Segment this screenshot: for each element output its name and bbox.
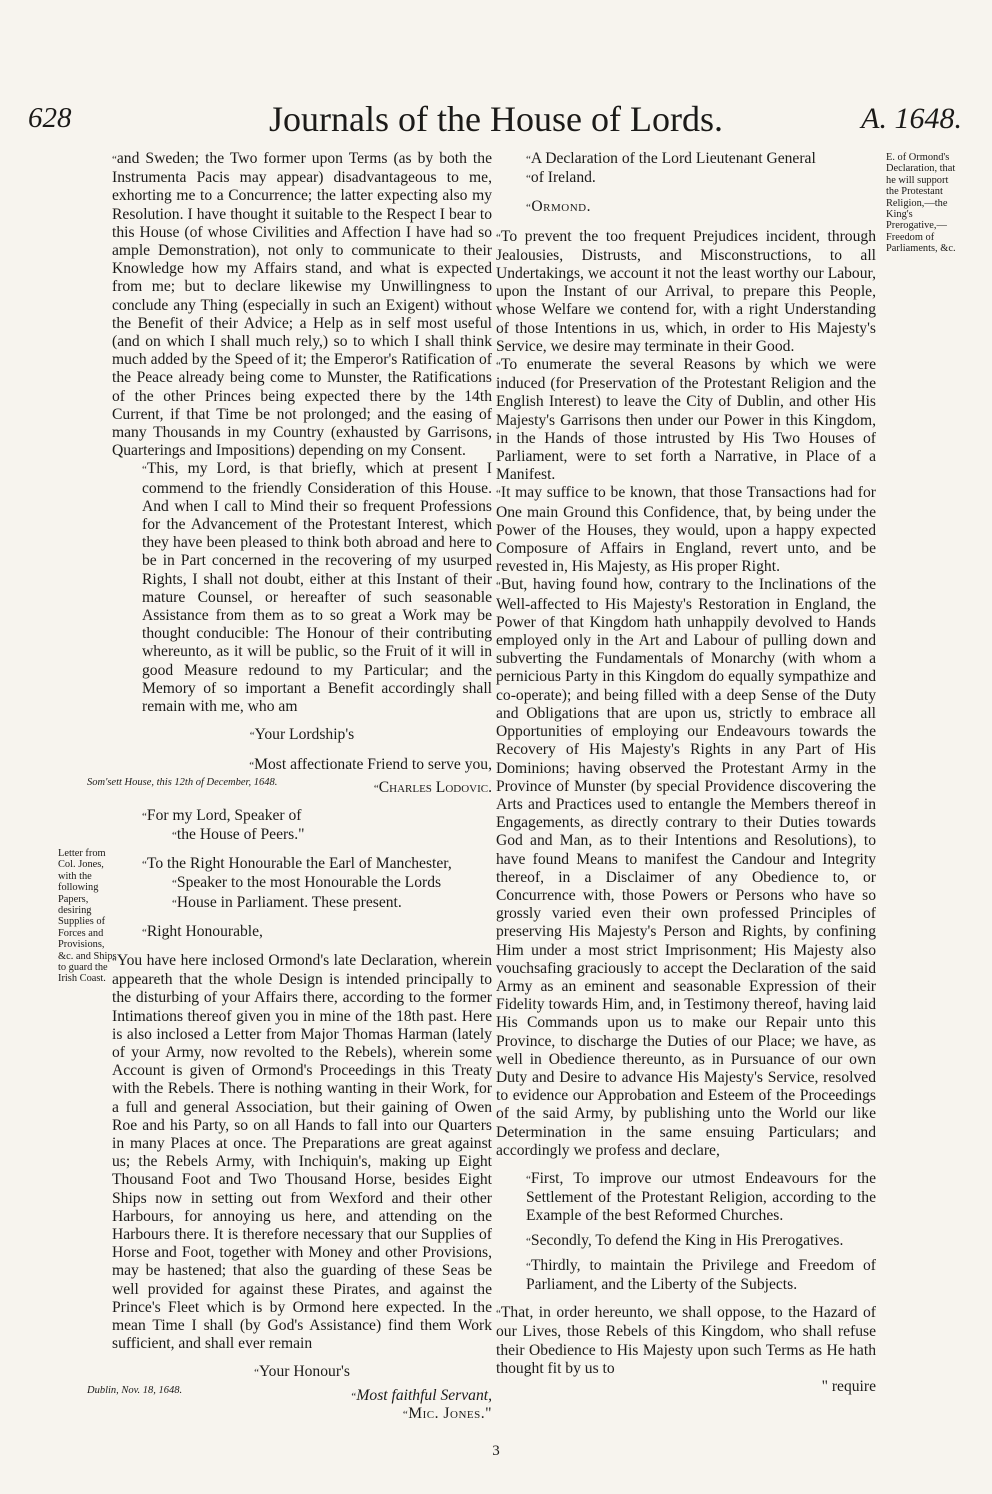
salutation: “ Right Honourable, [112,923,492,942]
list-item: “ Thirdly, to maintain the Privilege and Freedom of Parliament, and the Liberty of the Subjects. [496,1257,876,1294]
list-item: “ First, To improve our utmost Endeavours for the Settlement of the Protestant Religion, according to the Example of the best Reformed Churches. [496,1170,876,1226]
declaration-title: “ of Ireland. [496,169,876,188]
list-item: “ Secondly, To defend the King in His Prerogatives. [496,1232,876,1251]
signature-mark: 3 [492,1443,500,1459]
paragraph: “ To prevent the too frequent Prejudices incident, through Jealousies, Distrusts, and Misconstructions, to all Undertakings, we account it not the least worthy our Labour, upon the Instant of our Arrival, to prepare this People, whose Welfare we contend for, with a right Understanding of those Intentions in us, which, in order to His Majesty's Service, we desire may terminate in their Good. [496,228,876,356]
declaration-signature: “ Ormond. [496,198,876,217]
signature: “ Mic. Jones." [112,1405,492,1424]
page-number: 628 [28,102,72,134]
paragraph: “ That, in order hereunto, we shall oppose, to the Hazard of our Lives, those Rebels of this Kingdom, who shall refuse their Obedience to His Majesty upon such Terms as He hath thought fit by us to [496,1304,876,1378]
signature: “ Charles Lodovic. [374,779,492,798]
signature-row [87,775,492,797]
paragraph: “ To enumerate the several Reasons by which we were induced (for Preservation of the Protestant Religion and the English Interest) to leave the City of Dublin, and other His Majesty's Garrisons then under our Power in this Kingdom, in the Hands of those intrusted by His Two Houses of Parliament, were to set forth a Narrative, in Place of a Manifest. [496,356,876,484]
place-date: Dublin, Nov. 18, 1648. [87,1384,183,1396]
address: “ To the Right Honourable the Earl of Manchester, [112,855,492,874]
paragraph: “ It may suffice to be known, that those Transactions had for One main Ground this Confidence, that, by being under the Power of the Houses, they would, upon a happy expected Composure of Affairs in England, revert unto, and be revested in, His Majesty, as His proper Right. [496,484,876,576]
closing: “ Your Honour's [112,1363,492,1382]
declaration-title: “ A Declaration of the Lord Lieutenant General [496,150,876,169]
margin-note-right: E. of Ormond's Declaration, that he will support the Protestant Religion,—the King's Prerogative,—Freedom of Parliaments, &c. [886,152,956,255]
paragraph: “ and Sweden; the Two former upon Terms (as by both the Instrumenta Pacis may appear) disadvantageous to me, exhorting me to a Concurrence; the latter expecting also my Resolution. I have thought it suitable to the Respect I bear to this House (of whose Civilities and Affection I have had so ample Demonstration), not only to communicate to their Knowledge how my Affairs stand, and what is expected from me; but to declare likewise my Unwillingness to conclude any Thing (especially in such an Exigent) without the Benefit of their Advice; a Help as in self most useful (and on which I shall much rely,) so to which I shall think much added by the Speed of it; the Emperor's Ratification of the Peace already being come to Munster, the Ratifications of the other Princes being expected there by the 14th Current, if that Time be not prolonged; and the easing of many Thousands in my Country (exhausted by Garrisons, Quarterings and Impositions) depending on my Consent. [112,150,492,460]
place-date: Som'sett House, this 12th of December, 1648. [87,776,278,788]
page-title: Journals of the House of Lords. [269,99,723,139]
closing: “ Most affectionate Friend to serve you, [112,756,492,775]
right-column [496,150,876,1396]
signature-row [87,1383,492,1405]
paragraph: “ But, having found how, contrary to the Inclinations of the Well-affected to His Majesty's Restoration in England, the Power of that Kingdom hath unhappily devolved to Hands employed only in the Art and Labour of pulling down and subverting the Fundamentals of Monarchy (with whom a pernicious Party in this Kingdom do equally sympathize and co-operate); and being filled with a deep Sense of the Duty and Obligations that are upon us, strictly to embrace all Opportunities of employing our Endeavours towards the Recovery of His Majesty's Rights in any Part of His Dominions; having observed the Protestant Army in the Province of Munster (by special Providence discovering the Arts and Practices used to entangle the Members thereof in Engagements, as directly contrary to their Duties towards God and Man, as to their Intentions and Resolutions), to have found Means to manifest the Candour and Integrity thereof, in a Disclaimer of any Obedience to, or Concurrence with, those Powers or Persons who have so grossly varied even their own professed Principles of preserving His Majesty's Person and Rights, by confining Him under a most strict Imprisonment; His Majesty also vouchsafing graciously to accept the Declaration of the said Army as an eminent and seasonable Expression of their Fidelity towards Him, and, in Testimony thereof, having laid His Commands upon us to make our Repair unto this Province, to discharge the Duties of our Place; we have, as well in Obedience thereunto, as in Pursuance of our own Duty and Desire to advance His Majesty's Service, resolved to evidence our Approbation and Esteem of the Proceedings of the said Army, by publishing unto the World our like Determination in the same ensuing Particulars; and accordingly we profess and declare, [496,576,876,1160]
catchword: " require [821,1378,876,1395]
address: “ House in Parliament. These present. [112,894,492,913]
paragraph: “ You have here inclosed Ormond's late Declaration, wherein appeareth that the whole Design is intended principally to the disturbing of your Affairs there, according to the former Intimations thereof given you in mine of the 18th past. Here is also inclosed a Letter from Major Thomas Harman (lately of your Army, now revolted to the Rebels), wherein some Account is given of Ormond's Proceedings in this Treaty with the Rebels. There is nothing wanting in their Work, for a full and general Association, but their gaining of Owen Roe and his Party, so on all Hands to fall into our Quarters in many Places at once. The Preparations are great against us; the Rebels Army, with Inchiquin's, making up Eight Thousand Foot and Two Thousand Horse, besides Eight Ships now in setting out from Wexford and their other Harbours, for annoying us here, and attending on the Harbours there. It is therefore necessary that our Supplies of Horse and Foot, together with Money and other Provisions, may be hastened; that also the guarding of these Seas be well provided for against these Pirates, and against the Prince's Fleet which is by Ormond here expected. In the mean Time I shall (by God's Assistance) find them Work sufficient, and shall ever remain [112,952,492,1353]
address: “ the House of Peers." [112,826,492,845]
paragraph: “ This, my Lord, is that briefly, which at present I commend to the friendly Consideration of this House. And when I call to Mind their so frequent Professions for the Advancement of the Protestant Interest, which they have been pleased to think both abroad and here to be in Part concerned in the recovering of my usurped Rights, I shall not doubt, either at this Instant of their mature Counsel, or hereafter of such seasonable Assistance from them as to so great a Work may be thought conducible: The Honour of their contributing whereunto, as it will be public, so the Fruit of it will in good Measure redound to my Particular; and the Memory of so important a Benefit accordingly shall remain with me, who am [112,460,492,716]
closing: “ Your Lordship's [112,726,492,745]
page-year: A. 1648. [861,102,962,135]
address: “ Speaker to the most Honourable the Lords [112,874,492,893]
address: “ For my Lord, Speaker of [112,807,492,826]
page-header [0,96,992,140]
margin-note-left: Letter from Col. Jones, with the following Papers, desiring Supplies of Forces and Provisions, &c. and Ships to guard the Irish Coast. [58,848,117,985]
closing: “ Most faithful Servant, [350,1387,492,1406]
